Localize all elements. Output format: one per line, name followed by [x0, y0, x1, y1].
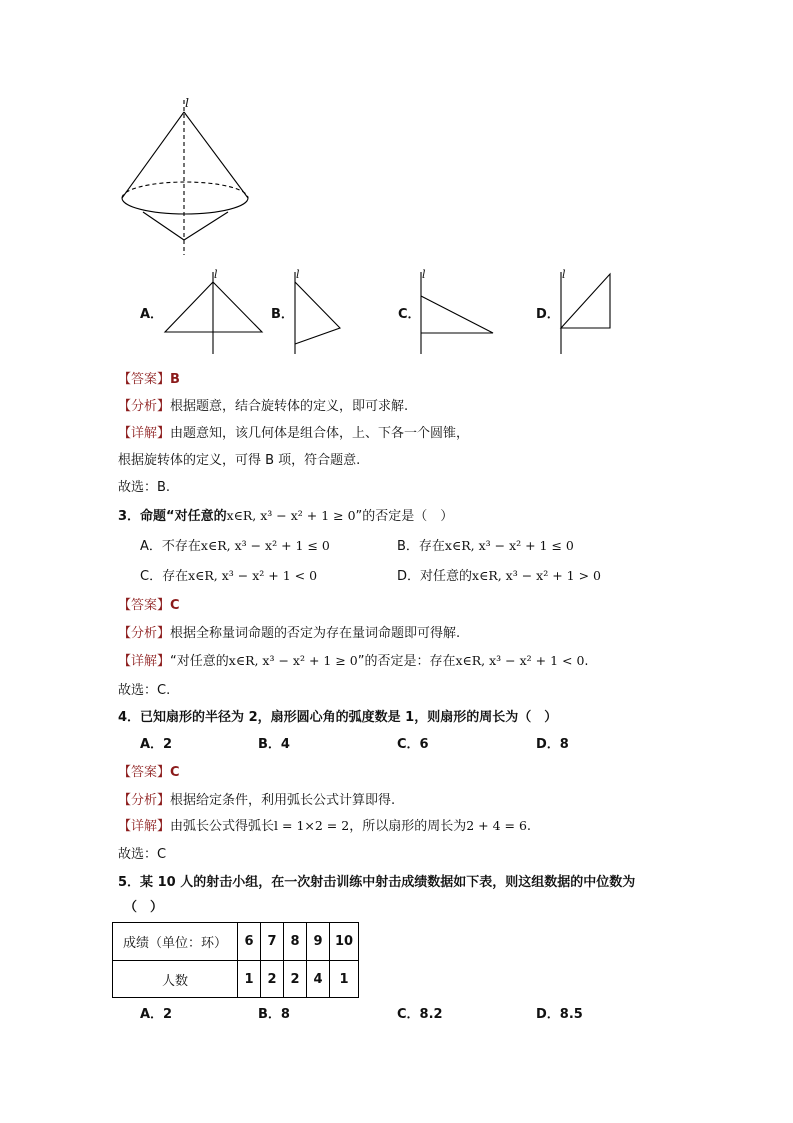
table-cell: 9 — [307, 923, 330, 961]
table-header-count: 人数 — [113, 961, 238, 998]
option-label: C．存在 — [140, 569, 189, 584]
q3-answer — [118, 594, 180, 613]
q5-option-b: B．8 — [258, 1007, 290, 1022]
answer-tag: 【答案】 — [118, 372, 171, 387]
detail-text: 由题意知，该几何体是组合体，上、下各一个圆锥， — [170, 426, 470, 441]
answer-value: C — [170, 765, 180, 780]
option-label: A．不存在 — [140, 539, 201, 554]
analysis-text: 根据给定条件，利用弧长公式计算即得. — [170, 793, 396, 808]
option-d-label: D． — [536, 307, 560, 322]
detail-text: “对任意的 — [170, 654, 229, 669]
table-cell: 4 — [307, 961, 330, 998]
table-cell: 1 — [330, 961, 359, 998]
q4-choose: 故选：C — [118, 847, 167, 862]
q4-answer — [118, 761, 180, 780]
detail-math: x∈R, x³ − x² + 1 ≥ 0 — [228, 653, 358, 668]
analysis-tag: 【分析】 — [118, 626, 171, 641]
option-a-axis-label: l — [214, 268, 218, 281]
q4-option-d: D．8 — [536, 737, 569, 752]
option-math: x∈R, x³ − x² + 1 ≤ 0 — [200, 538, 330, 553]
q3-stem-suffix: ”的否定是（ ） — [355, 509, 454, 524]
detail-text: ，所以扇形的周长为 — [349, 819, 467, 834]
q2-answer — [118, 368, 180, 387]
q3-stem-prefix: 3．命题“对任意的 — [118, 509, 227, 524]
table-header-score: 成绩（单位：环） — [113, 923, 238, 961]
table-cell: 8 — [284, 923, 307, 961]
answer-tag: 【答案】 — [118, 598, 171, 613]
option-label: D．对任意的 — [397, 569, 473, 584]
option-math: x∈R, x³ − x² + 1 > 0 — [472, 568, 601, 583]
q5-option-d: D．8.5 — [536, 1007, 583, 1022]
q3-detail — [118, 650, 589, 669]
scores-table — [112, 922, 359, 998]
q4-option-b: B．4 — [258, 737, 290, 752]
answer-value: B — [170, 372, 180, 387]
q2-choose: 故选：B. — [118, 480, 171, 495]
option-b-axis-label: l — [296, 268, 300, 281]
detail-text: . — [584, 654, 589, 669]
q3-analysis — [118, 622, 460, 641]
axis-label: l — [185, 95, 189, 110]
table-cell: 1 — [238, 961, 261, 998]
option-c-axis-label: l — [422, 268, 426, 281]
detail-tag: 【详解】 — [118, 819, 171, 834]
q5-stem-bracket: （ ） — [124, 900, 164, 915]
table-cell: 6 — [238, 923, 261, 961]
q3-choose: 故选：C. — [118, 683, 171, 698]
q4-detail — [118, 815, 531, 834]
table-row — [113, 923, 359, 961]
q2-detail-line2: 根据旋转体的定义，可得 B 项，符合题意. — [118, 453, 361, 468]
option-d-axis-label: l — [562, 268, 566, 281]
q2-detail — [118, 422, 469, 441]
q4-option-a: A．2 — [140, 737, 173, 752]
q4-analysis — [118, 789, 395, 808]
q5-stem: 5．某 10 人的射击小组，在一次射击训练中射击成绩数据如下表，则这组数据的中位数为 — [118, 875, 636, 890]
q4-option-c: C．6 — [397, 737, 429, 752]
detail-text: 由弧长公式得弧长 — [170, 819, 275, 834]
option-b-label: B． — [271, 307, 294, 322]
q3-option-a — [140, 535, 330, 554]
analysis-text: 根据题意，结合旋转体的定义，即可求解. — [170, 399, 409, 414]
analysis-tag: 【分析】 — [118, 793, 171, 808]
detail-math: x∈R, x³ − x² + 1 < 0 — [455, 653, 585, 668]
q3-option-c — [140, 565, 317, 584]
q5-option-c: C．8.2 — [397, 1007, 443, 1022]
option-a-label: A． — [140, 307, 164, 322]
analysis-tag: 【分析】 — [118, 399, 171, 414]
q4-stem: 4．已知扇形的半径为 2，扇形圆心角的弧度数是 1，则扇形的周长为（ ） — [118, 710, 558, 725]
table-cell: 2 — [284, 961, 307, 998]
detail-text: ”的否定是：存在 — [357, 654, 456, 669]
detail-text: . — [526, 819, 532, 834]
option-math: x∈R, x³ − x² + 1 < 0 — [188, 568, 318, 583]
q5-option-a: A．2 — [140, 1007, 173, 1022]
table-cell: 7 — [261, 923, 284, 961]
option-c-label: C． — [398, 307, 421, 322]
detail-tag: 【详解】 — [118, 426, 171, 441]
option-label: B．存在 — [397, 539, 445, 554]
q2-analysis — [118, 395, 408, 414]
analysis-text: 根据全称量词命题的否定为存在量词命题即可得解. — [170, 626, 461, 641]
option-d-figure — [0, 0, 1, 1]
q3-option-d — [397, 565, 601, 584]
table-row — [113, 961, 359, 998]
q3-option-b — [397, 535, 574, 554]
table-cell: 2 — [261, 961, 284, 998]
detail-math: 2 + 4 = 6 — [466, 818, 527, 833]
answer-tag: 【答案】 — [118, 765, 171, 780]
answer-value: C — [170, 598, 180, 613]
detail-math: l = 1×2 = 2 — [274, 818, 350, 833]
q3-stem-math: x∈R, x³ − x² + 1 ≥ 0 — [226, 508, 356, 523]
table-cell: 10 — [330, 923, 359, 961]
q3-stem — [118, 505, 453, 524]
option-math: x∈R, x³ − x² + 1 ≤ 0 — [444, 538, 574, 553]
detail-tag: 【详解】 — [118, 654, 171, 669]
